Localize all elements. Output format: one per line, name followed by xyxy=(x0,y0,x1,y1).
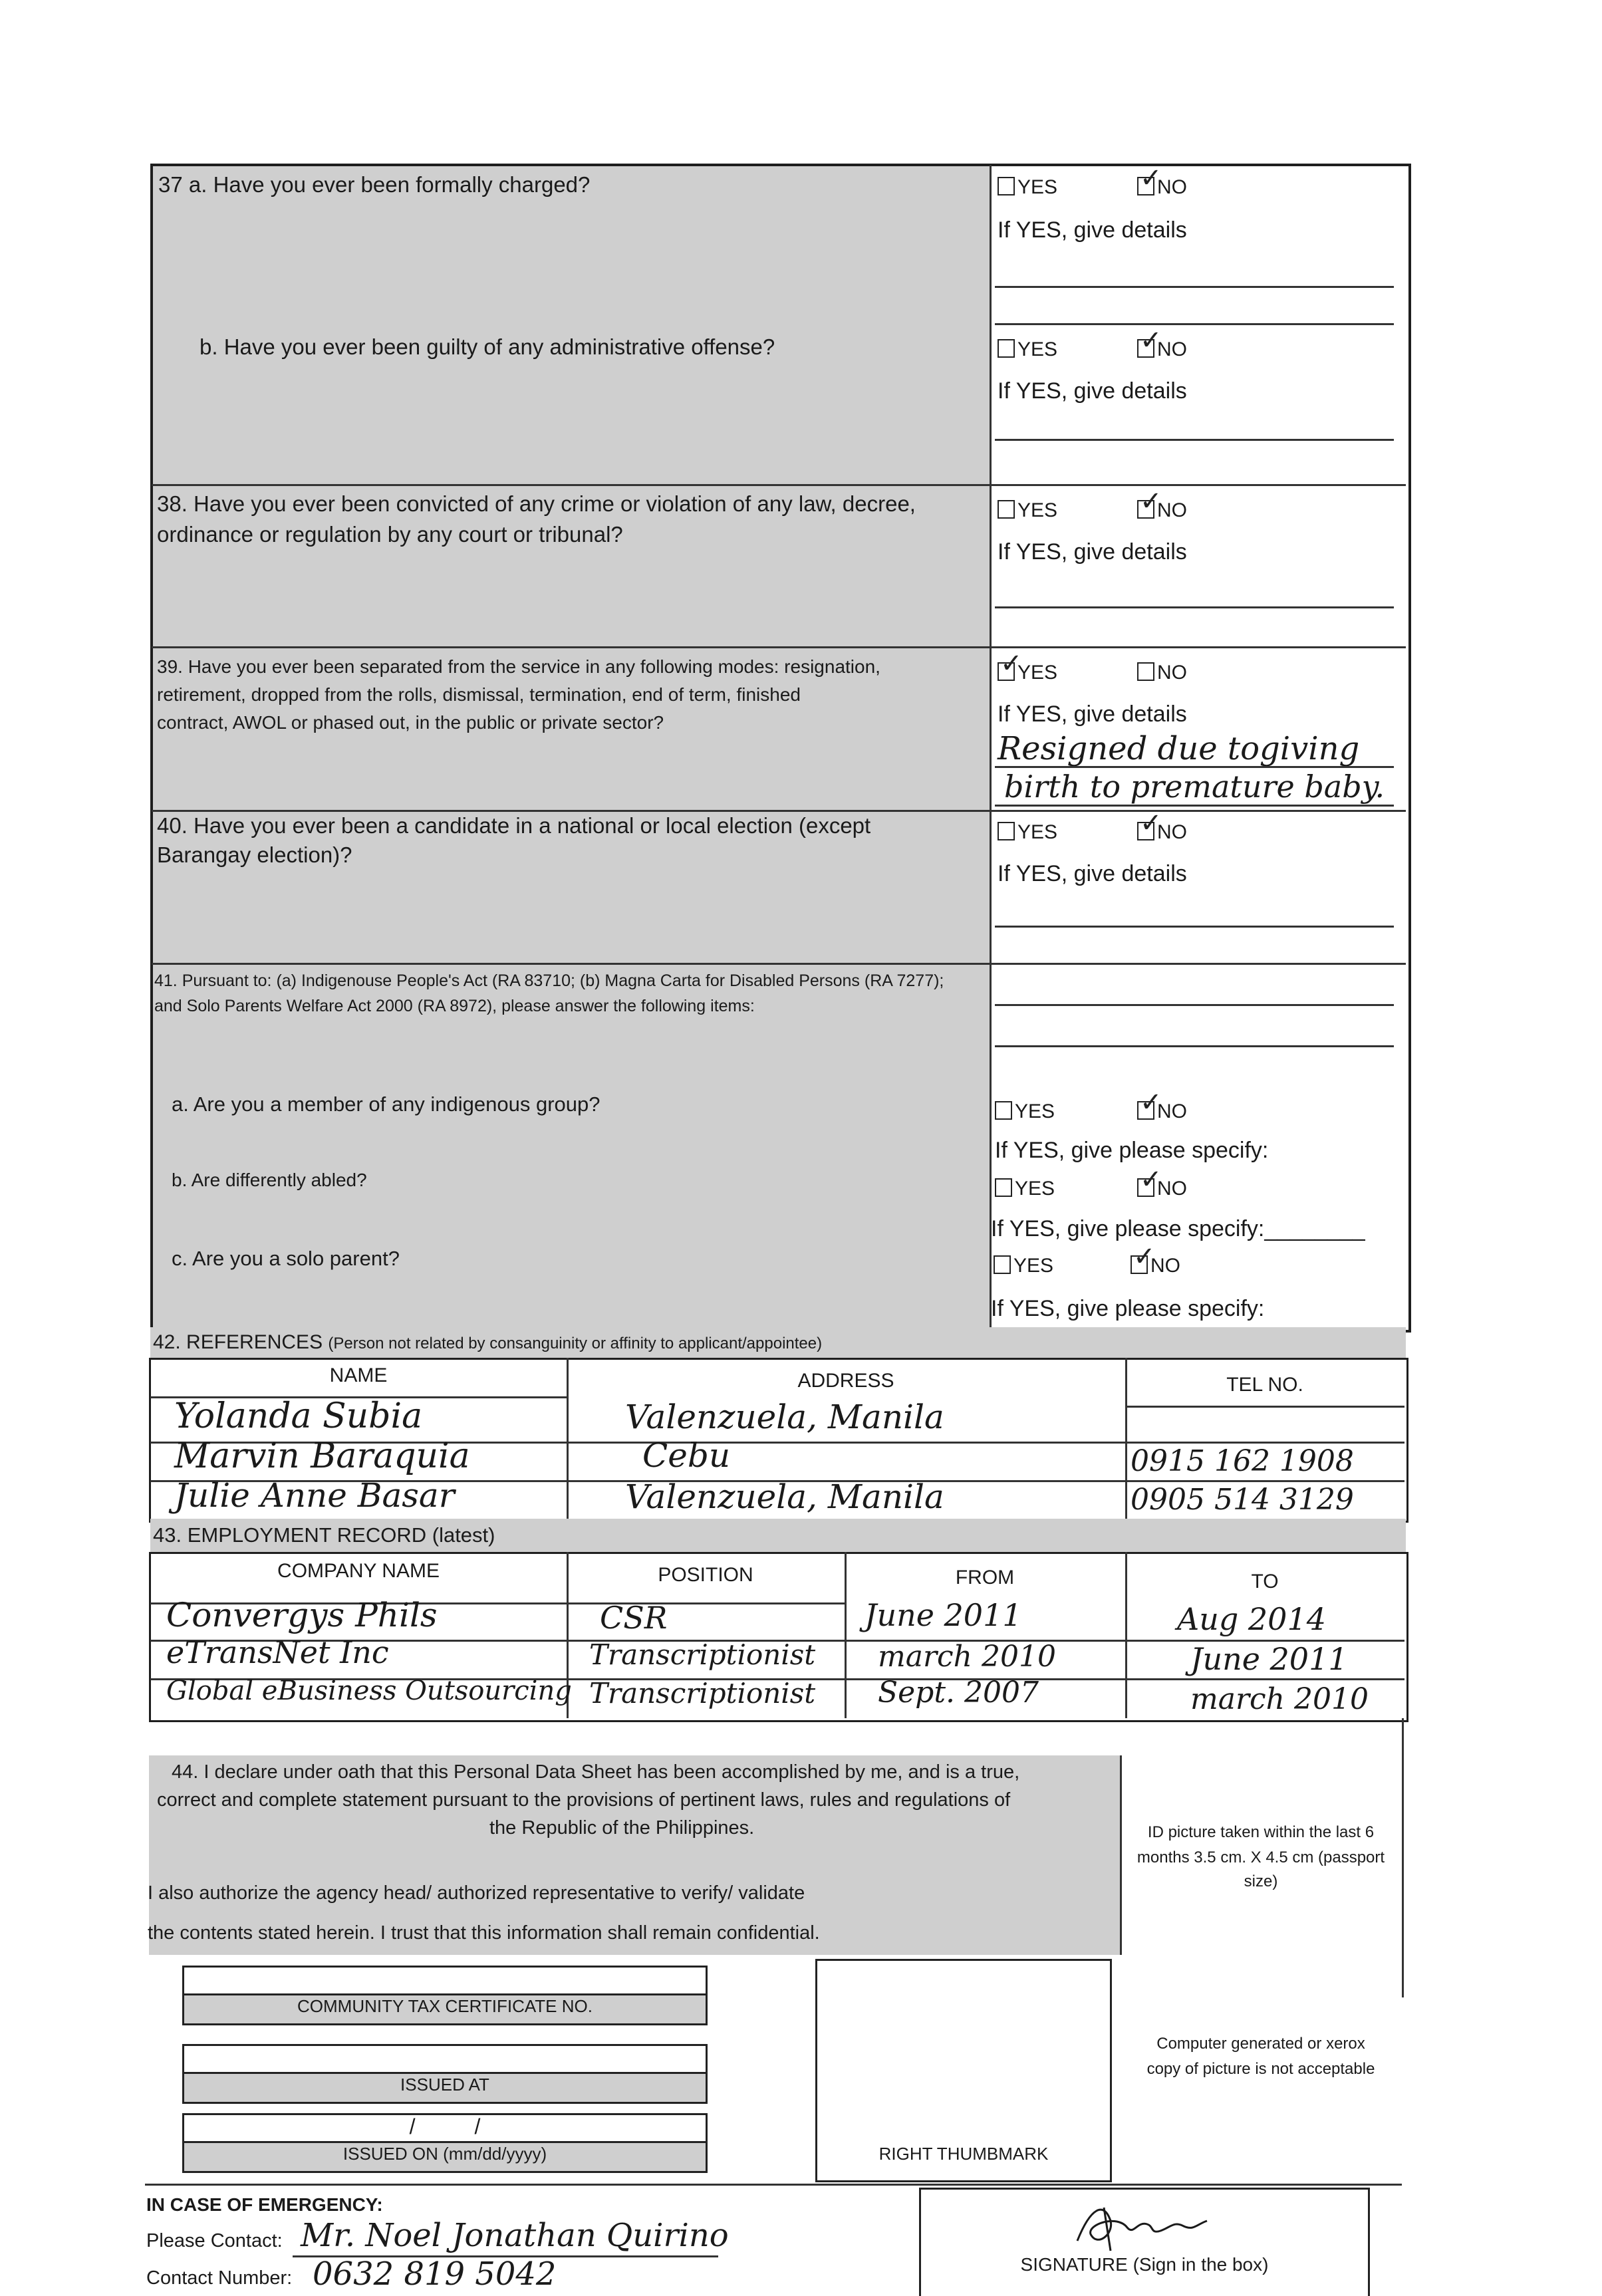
q41c-no[interactable]: ✓ NO xyxy=(1131,1253,1180,1279)
checkbox-icon xyxy=(995,1101,1012,1120)
emp-header-company: COMPANY NAME xyxy=(277,1560,440,1582)
q41c-specify: If YES, give please specify: xyxy=(991,1296,1265,1321)
question-41-line1: 41. Pursuant to: (a) Indigenouse People's Act (RA 83710; (b) Magna Carta for Disabled Persons (RA 7277); xyxy=(154,971,944,990)
q38-no[interactable]: ✓ NO xyxy=(1137,497,1187,524)
ref-row-3-name: Julie Anne Basar xyxy=(174,1476,455,1515)
checkmark-icon xyxy=(1137,500,1154,519)
detail-line xyxy=(995,286,1394,288)
issued-on-date: / / xyxy=(409,2114,481,2138)
question-41c: c. Are you a solo parent? xyxy=(172,1247,400,1270)
row-divider xyxy=(152,484,1406,486)
q37b-details-label: If YES, give details xyxy=(998,378,1187,404)
detail-line xyxy=(995,1045,1394,1047)
issued-at-label: ISSUED AT xyxy=(400,2075,489,2095)
emp-row-2-to: June 2011 xyxy=(1190,1641,1348,1677)
detail-line xyxy=(995,926,1394,928)
ref-header-address: ADDRESS xyxy=(797,1370,894,1392)
issued-on-label: ISSUED ON (mm/dd/yyyy) xyxy=(342,2144,547,2164)
question-39-line1: 39. Have you ever been separated from the service in any following modes: resignation, xyxy=(157,656,880,677)
q41a-no[interactable]: ✓ NO xyxy=(1137,1098,1187,1125)
detail-line xyxy=(995,323,1394,325)
emp-row-1-from: June 2011 xyxy=(865,1597,1022,1633)
checkmark-icon xyxy=(1137,822,1154,840)
q41b-yes[interactable]: YES xyxy=(995,1176,1055,1202)
q41b-no[interactable]: ✓ NO xyxy=(1137,1176,1187,1202)
checkmark-icon xyxy=(1131,1255,1148,1274)
photo-box-note-1: Computer generated or xerox xyxy=(1156,2035,1365,2053)
emergency-number-label: Contact Number: xyxy=(146,2267,293,2289)
q38-details-label: If YES, give details xyxy=(998,539,1187,565)
ref-row-2-tel: 0915 162 1908 xyxy=(1131,1444,1354,1478)
q37b-yes[interactable]: YES xyxy=(998,336,1057,363)
emergency-title: IN CASE OF EMERGENCY: xyxy=(146,2194,383,2215)
references-title xyxy=(153,1327,822,1359)
question-40-line1: 40. Have you ever been a candidate in a national or local election (except xyxy=(157,813,871,838)
photo-box-note-2: copy of picture is not acceptable xyxy=(1146,2060,1375,2078)
ref-row-2-address: Cebu xyxy=(642,1436,731,1475)
signature-mark xyxy=(1064,2194,1217,2261)
q39-no[interactable]: NO xyxy=(1137,660,1187,686)
question-37a: 37 a. Have you ever been formally charged? xyxy=(158,172,591,197)
question-40-line2: Barangay election)? xyxy=(157,842,352,867)
row-divider xyxy=(152,963,1406,965)
checkbox-icon xyxy=(998,822,1015,840)
photo-box-text-1: ID picture taken within the last 6 xyxy=(1147,1823,1375,1841)
declaration-line3: the Republic of the Philippines. xyxy=(489,1817,755,1839)
q41a-yes[interactable]: YES xyxy=(995,1098,1055,1125)
q41b-specify: If YES, give please specify:________ xyxy=(991,1216,1365,1241)
photo-box-text-2: months 3.5 cm. X 4.5 cm (passport xyxy=(1136,1849,1385,1866)
signature-label: SIGNATURE (Sign in the box) xyxy=(1020,2254,1269,2275)
references-title-text: 42. REFERENCES xyxy=(153,1331,323,1353)
q37b-no[interactable]: ✓ NO xyxy=(1137,336,1187,363)
checkbox-icon xyxy=(998,500,1015,519)
detail-line xyxy=(995,439,1394,441)
q37a-details-label: If YES, give details xyxy=(998,217,1187,243)
checkbox-icon xyxy=(998,177,1015,195)
emp-row-2-from: march 2010 xyxy=(878,1640,1056,1674)
q37a-no[interactable]: ✓ NO xyxy=(1137,174,1187,201)
bottom-rule xyxy=(145,2184,1402,2186)
emergency-number-value: 0632 819 5042 xyxy=(313,2255,557,2293)
q37a-yes[interactable]: YES xyxy=(998,174,1057,201)
question-39-line2: retirement, dropped from the rolls, dismissal, termination, end of term, finished xyxy=(157,684,801,705)
ref-header-name: NAME xyxy=(329,1364,388,1386)
detail-line xyxy=(995,805,1394,807)
question-37b: b. Have you ever been guilty of any administrative offense? xyxy=(200,334,775,359)
ref-row-3-address: Valenzuela, Manila xyxy=(625,1477,944,1516)
emp-row-1-position: CSR xyxy=(600,1600,668,1636)
photo-box-border xyxy=(1402,1718,1404,1997)
checkmark-icon xyxy=(998,662,1015,681)
employment-title: 43. EMPLOYMENT RECORD (latest) xyxy=(153,1523,495,1547)
emp-row-3-company: Global eBusiness Outsourcing xyxy=(166,1676,572,1706)
q38-yes[interactable]: YES xyxy=(998,497,1057,524)
checkbox-icon xyxy=(1137,662,1154,681)
ctc-number-field[interactable] xyxy=(182,1966,708,1996)
checkbox-icon xyxy=(995,1178,1012,1197)
q39-details-label: If YES, give details xyxy=(998,702,1187,727)
emergency-contact-value: Mr. Noel Jonathan Quirino xyxy=(301,2217,729,2254)
question-41b: b. Are differently abled? xyxy=(172,1170,367,1190)
q40-yes[interactable]: YES xyxy=(998,819,1057,846)
detail-line xyxy=(995,1004,1394,1006)
q40-details-label: If YES, give details xyxy=(998,861,1187,886)
detail-line xyxy=(995,606,1394,608)
checkmark-icon xyxy=(1137,1101,1154,1120)
declaration-line1: 44. I declare under oath that this Personal Data Sheet has been accomplished by me, and is a true, xyxy=(172,1761,1020,1783)
checkmark-icon xyxy=(1137,177,1154,195)
emp-header-to: TO xyxy=(1251,1571,1279,1593)
question-41-line2: and Solo Parents Welfare Act 2000 (RA 8972), please answer the following items: xyxy=(154,997,755,1015)
emp-row-3-from: Sept. 2007 xyxy=(878,1676,1039,1710)
q39-yes[interactable]: ✓YES xyxy=(998,660,1057,686)
row-divider xyxy=(152,646,1406,648)
emp-header-from: FROM xyxy=(955,1567,1015,1589)
q39-detail-handwritten-2: birth to premature baby. xyxy=(1004,769,1385,805)
answers-divider xyxy=(990,165,992,1327)
issued-at-field[interactable] xyxy=(182,2044,708,2075)
declaration-line5: the contents stated herein. I trust that this information shall remain confidential. xyxy=(148,1922,820,1944)
emp-row-2-company: eTransNet Inc xyxy=(166,1634,389,1670)
q40-no[interactable]: ✓ NO xyxy=(1137,819,1187,846)
checkbox-icon xyxy=(994,1255,1011,1274)
question-39-line3: contract, AWOL or phased out, in the public or private sector? xyxy=(157,712,664,733)
ref-row-3-tel: 0905 514 3129 xyxy=(1131,1483,1354,1517)
ref-row-1-name: Yolanda Subia xyxy=(174,1396,423,1436)
emp-row-2-position: Transcriptionist xyxy=(589,1638,816,1671)
q41a-specify: If YES, give please specify: xyxy=(995,1138,1269,1163)
question-38-line2: ordinance or regulation by any court or tribunal? xyxy=(157,522,623,547)
question-41a: a. Are you a member of any indigenous group? xyxy=(172,1092,601,1116)
q39-detail-handwritten-1: Resigned due togiving xyxy=(998,730,1360,767)
ref-header-tel: TEL NO. xyxy=(1226,1374,1303,1396)
emp-row-1-company: Convergys Phils xyxy=(166,1596,438,1634)
ctc-label: COMMUNITY TAX CERTIFICATE NO. xyxy=(297,1996,593,2016)
emp-row-3-to: march 2010 xyxy=(1190,1682,1369,1716)
emp-header-position: POSITION xyxy=(658,1564,753,1586)
declaration-line4: I also authorize the agency head/ authorized representative to verify/ validate xyxy=(148,1882,805,1904)
references-note: (Person not related by consanguinity or affinity to applicant/appointee) xyxy=(328,1335,823,1352)
row-divider xyxy=(1125,1406,1404,1408)
detail-line xyxy=(995,766,1394,768)
emergency-contact-label: Please Contact: xyxy=(146,2230,283,2251)
emp-row-1-to: Aug 2014 xyxy=(1177,1601,1326,1637)
question-38-line1: 38. Have you ever been convicted of any crime or violation of any law, decree, xyxy=(157,491,916,516)
q41c-yes[interactable]: YES xyxy=(994,1253,1053,1279)
checkmark-icon xyxy=(1137,339,1154,358)
thumbmark-label: RIGHT THUMBMARK xyxy=(878,2144,1049,2164)
ref-row-2-name: Marvin Baraquia xyxy=(174,1436,470,1476)
emp-row-3-position: Transcriptionist xyxy=(589,1677,816,1710)
checkmark-icon xyxy=(1137,1178,1154,1197)
checkbox-icon xyxy=(998,339,1015,358)
declaration-line2: correct and complete statement pursuant to the provisions of pertinent laws, rules and regulations of xyxy=(157,1789,1011,1811)
photo-box-text-3: size) xyxy=(1244,1872,1278,1890)
ref-row-1-address: Valenzuela, Manila xyxy=(625,1398,944,1436)
